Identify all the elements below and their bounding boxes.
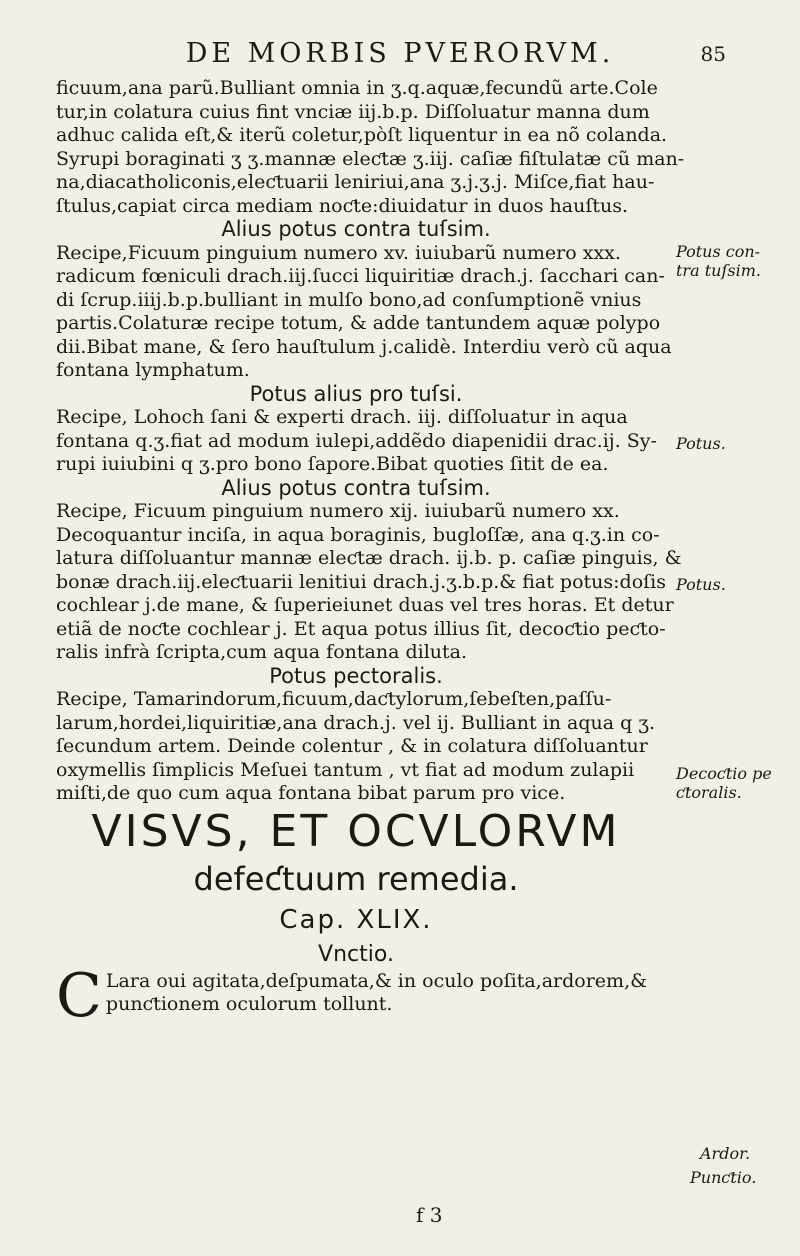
marginal-note: Punƈtio. <box>690 1168 757 1187</box>
marginal-note <box>676 242 761 280</box>
text-line: cochlear j.de mane, & ſuperieiunet duas vel tres horas. Et detur <box>56 594 674 616</box>
text-line: etiã de noƈte cochlear j. Et aqua potus illius ſit, decoƈtio peƈto- <box>56 617 666 640</box>
text-line: radicum fœniculi drach.iij.ſucci liquiritiæ drach.j. ſacchari can- <box>56 265 665 287</box>
text-line: na,diacatholiconis,eleƈtuarii leniriui,ana ʒ.j.ʒ.j. Miſce,fiat hau- <box>56 171 655 193</box>
text-line: tur,in colatura cuius fint vnciæ iij.b.p. Diſſoluatur manna dum <box>56 100 650 123</box>
text-line: fontana lymphatum. <box>56 359 250 381</box>
text-line: ficuum,ana parũ.Bulliant omnia in ʒ.q.aquæ,fecundũ arte.Cole <box>56 77 658 99</box>
text-line: Decoquantur inciſa, in aqua boraginis, bugloſſæ, ana q.ʒ.in co- <box>56 523 660 546</box>
page-number: 85 <box>700 42 726 66</box>
marginal-note <box>676 764 772 802</box>
text-line: ſecundum artem. Deinde colentur , & in colatura diſſoluantur <box>56 735 648 757</box>
page-header <box>0 38 800 78</box>
section-heading: Alius potus contra tuſsim. <box>221 475 491 500</box>
body-text <box>56 77 685 1031</box>
text-line: Recipe, Tamarindorum,ficuum,daƈtylorum,ſebeſten,paſſu- <box>56 688 612 710</box>
text-line: Recipe,Ficuum pinguium numero xv. iuiubarũ numero xxx. <box>56 241 621 264</box>
text-line: Recipe, Ficuum pinguium numero xij. iuiubarũ numero xx. <box>56 500 620 522</box>
marginal-line: Decoƈtio pe <box>676 764 772 783</box>
chapter-number: Cap. XLIX. <box>279 904 433 935</box>
text-line: adhuc calida eſt,& iterũ coletur,pòſt liquentur in ea nõ colanda. <box>56 124 668 146</box>
text-line: Lara oui agitata,deſpumata,& in oculo poſita,ardorem,& <box>105 969 648 992</box>
chapter-title: VISVS, ET OCVLORVM <box>91 805 621 857</box>
text-line: partis.Colaturæ recipe totum, & adde tantundem aquæ polypo <box>56 312 661 334</box>
section-heading: Vnctio. <box>318 941 394 967</box>
text-line: miſti,de quo cum aqua fontana bibat parum pro vice. <box>56 782 566 804</box>
text-line: di ſcrup.iiij.b.p.bulliant in mulſo bono,ad conſumptionẽ vnius <box>56 288 642 311</box>
paragraph-dropcap <box>56 960 656 1031</box>
text-line: larum,hordei,liquiritiæ,ana drach.j. vel ij. Bulliant in aqua q ʒ. <box>56 711 656 734</box>
marginal-line: Potus con- <box>676 242 761 261</box>
text-line: fontana q.ʒ.fiat ad modum iulepi,addẽdo diapenidii drac.ij. Sy- <box>56 429 657 452</box>
text-line: ſtulus,capiat circa mediam noƈte:diuidatur in duos hauſtus. <box>56 194 629 217</box>
text-line: oxymellis ſimplicis Meſuei tantum , vt fiat ad modum zulapii <box>56 758 635 781</box>
running-title: DE MORBIS PVERORVM. <box>185 38 615 69</box>
text-line: Recipe, Lohoch ſani & experti drach. iij. diſſoluatur in aqua <box>56 406 628 428</box>
marginal-note: Ardor. <box>700 1144 751 1163</box>
text-line: bonæ drach.iij.eleƈtuarii lenitiui drach.j.ʒ.b.p.& fiat potus:doſis <box>56 570 666 593</box>
signature-mark: f 3 <box>416 1203 443 1227</box>
section-heading: Alius potus contra tuſsim. <box>221 217 491 241</box>
chapter-subtitle: defeƈtuum remedia. <box>193 859 519 898</box>
text-line: rupi iuiubini q ʒ.pro bono ſapore.Bibat quoties ſitit de ea. <box>56 453 609 475</box>
marginal-note: Potus. <box>676 575 726 594</box>
text-line: latura diſſoluantur mannæ eleƈtæ drach. ij.b. p. caſiæ pinguis, & <box>56 547 682 569</box>
marginal-note: Potus. <box>676 434 726 453</box>
text-line: Syrupi boraginati ʒ ʒ.mannæ eleƈtæ ʒ.iij. caſiæ fiſtulatæ cũ man- <box>56 147 685 170</box>
section-heading: Potus pectoralis. <box>269 663 443 688</box>
text-line: dii.Bibat mane, & ſero hauſtulum j.calidè. Interdiu verò cũ aqua <box>56 335 672 358</box>
text-line: ralis infrà ſcripta,cum aqua fontana diluta. <box>56 641 468 663</box>
drop-cap: C <box>56 960 102 1031</box>
marginal-line: tra tuſsim. <box>676 261 761 280</box>
section-heading: Potus alius pro tuſsi. <box>249 381 463 406</box>
text-line: punƈtionem oculorum tollunt. <box>105 993 393 1015</box>
marginal-line: ƈtoralis. <box>676 783 742 802</box>
